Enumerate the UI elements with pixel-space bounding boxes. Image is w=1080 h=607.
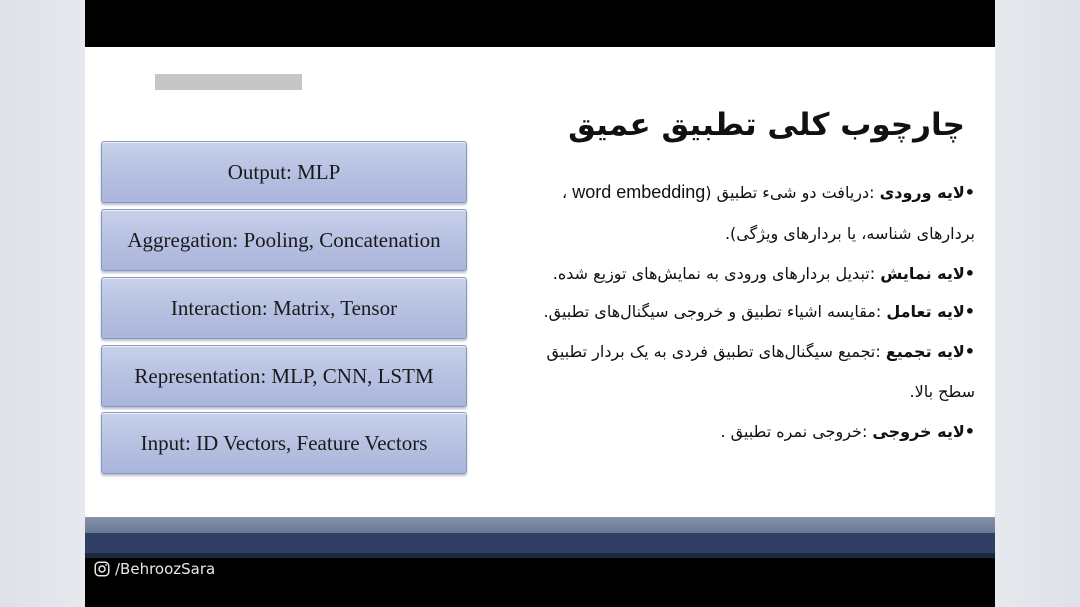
footer-stripe-darker <box>85 553 995 558</box>
instagram-icon <box>93 560 111 578</box>
layer-aggregation: Aggregation: Pooling, Concatenation <box>101 209 467 271</box>
bullet-text: :دریافت دو شیء تطبیق ( <box>705 183 880 202</box>
bullet-text: :تجمیع سیگنال‌های تطبیق فردی به یک بردار تطبیق <box>546 342 886 361</box>
watermark-handle: /BehroozSara <box>115 560 216 578</box>
bullet-term: •لایه خروجی <box>872 422 975 441</box>
bullet-text-english: word embedding <box>572 182 706 202</box>
layer-interaction: Interaction: Matrix, Tensor <box>101 277 467 339</box>
bullet-input-continued: بردارهای شناسه، یا بردارهای ویژگی). <box>724 224 975 243</box>
slide <box>85 47 995 517</box>
bullet-representation <box>485 255 975 293</box>
bullet-list <box>485 171 975 453</box>
bullet-term: •لایه ورودی <box>879 183 975 202</box>
layer-representation: Representation: MLP, CNN, LSTM <box>101 345 467 407</box>
layer-diagram <box>101 141 467 479</box>
bullet-term: •لایه تعامل <box>886 302 975 321</box>
bullet-text: :خروجی نمره تطبیق . <box>720 422 873 441</box>
bullet-input <box>485 171 975 213</box>
layer-input: Input: ID Vectors, Feature Vectors <box>101 412 467 474</box>
layer-output: Output: MLP <box>101 141 467 203</box>
bullet-text: :تبدیل بردارهای ورودی به نمایش‌های توزیع شده. <box>552 264 881 283</box>
slide-title: چارچوب کلی تطبیق عمیق <box>568 107 965 143</box>
bullet-term: •لایه تجمیع <box>885 342 975 361</box>
watermark <box>93 558 215 580</box>
placeholder-bar <box>155 74 302 90</box>
bullet-interaction <box>485 293 975 331</box>
bullet-aggregation-continued: سطح بالا. <box>909 382 975 401</box>
footer-stripe-dark <box>85 533 995 553</box>
bullet-aggregation <box>485 331 975 373</box>
footer-stripe-light <box>85 517 995 533</box>
bullet-text: ، <box>561 183 573 202</box>
bullet-term: •لایه نمایش <box>880 264 975 283</box>
bullet-text: :مقایسه اشیاء تطبیق و خروجی سیگنال‌های تطبیق. <box>543 302 887 321</box>
bullet-output <box>485 411 975 453</box>
